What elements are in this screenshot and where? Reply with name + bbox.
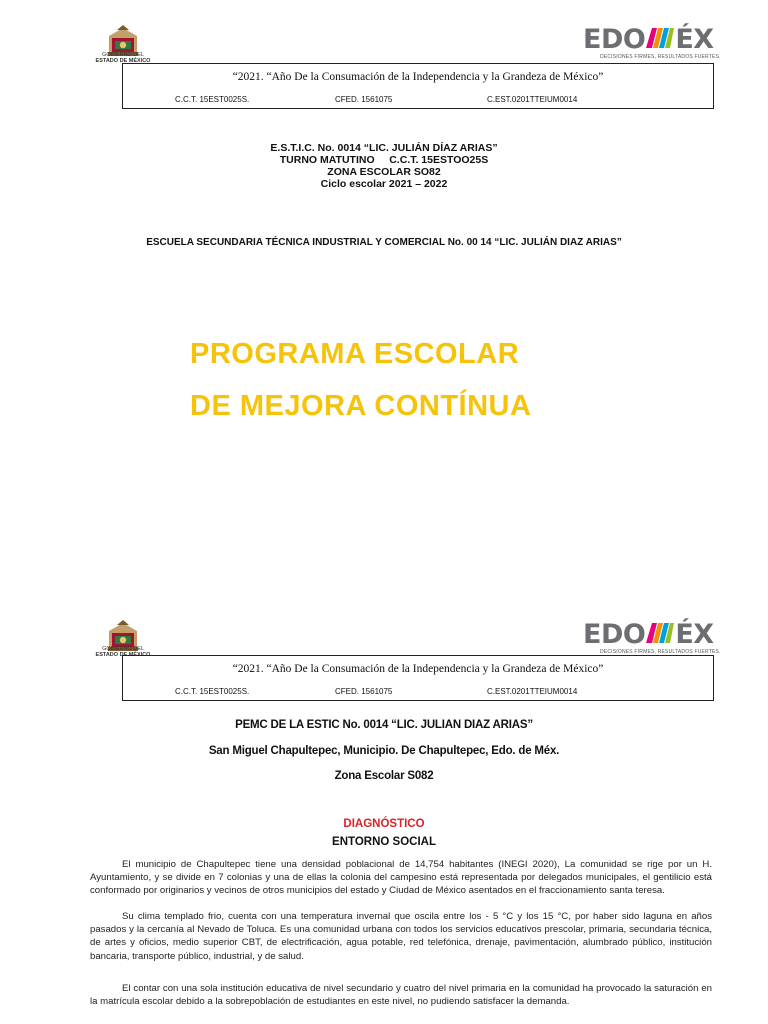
paragraph-3: [90, 982, 712, 1008]
edomex-brand-right: ÉX: [675, 619, 714, 650]
school-header-line4: Ciclo escolar 2021 – 2022: [320, 178, 448, 190]
info-box-title: “2021. “Año De la Consumación de la Independencia y la Grandeza de México”: [232, 663, 604, 675]
info-box-cfed: CFED. 1561075: [335, 687, 393, 696]
edomex-tagline: DECISIONES FIRMES, RESULTADOS FUERTES.: [600, 649, 721, 655]
edomex-brand-right: ÉX: [675, 24, 714, 55]
program-title-line2: DE MEJORA CONTÍNUA: [190, 390, 532, 422]
edomex-logo: [583, 26, 714, 53]
info-box: [122, 63, 714, 109]
pemc-title: PEMC DE LA ESTIC No. 0014 “LIC. JULIAN DIAZ ARIAS”: [235, 719, 533, 731]
gov-logo-line1: GOBIERNO DEL: [102, 52, 144, 58]
school-header: [0, 142, 768, 190]
gov-logo-line2: ESTADO DE MÉXICO: [95, 652, 151, 658]
paragraph-2: [90, 910, 712, 963]
location-line: San Miguel Chapultepec, Municipio. De Chapultepec, Edo. de Méx.: [208, 745, 560, 757]
section-title: DIAGNÓSTICO: [343, 818, 425, 830]
school-header-line1: E.S.T.I.C. No. 0014 “LIC. JULIÁN DÍAZ ARIAS”: [270, 142, 498, 154]
info-box-title: “2021. “Año De la Consumación de la Independencia y la Grandeza de México”: [232, 71, 604, 83]
info-box-cest: C.EST.0201TTEIUM0014: [487, 687, 578, 696]
info-box-cct: C.C.T. 15EST0025S.: [175, 687, 250, 696]
gov-logo-line1: GOBIERNO DEL: [102, 646, 144, 652]
info-box-cct: C.C.T. 15EST0025S.: [175, 95, 250, 104]
edomex-brand-left: EDO: [583, 619, 646, 650]
school-header-line2: TURNO MATUTINO C.C.T. 15ESTOO25S: [279, 154, 489, 166]
paragraph-1-text: El municipio de Chapultepec tiene una densidad poblacional de 14,754 habitantes (INEGI 2020), La comunidad se rige por un H. Ayuntamiento, y se divide en 7 colonias y una de ellas la colonia del campesino está representada por delegados municipales, el gentilicio está conformado por originarios y vecinos de otros municipios del estado y Ciudad de México asentados en el fraccionamiento santa teresa.: [90, 859, 712, 897]
program-title-line1: PROGRAMA ESCOLAR: [190, 338, 520, 370]
edomex-m-logo-icon: [645, 622, 675, 644]
edomex-tagline: DECISIONES FIRMES, RESULTADOS FUERTES.: [600, 54, 721, 60]
edomex-brand-left: EDO: [583, 24, 646, 55]
edomex-logo: [583, 621, 714, 648]
info-box-cfed: CFED. 1561075: [335, 95, 393, 104]
paragraph-3-text: El contar con una sola institución educativa de nivel secundario y cuatro del nivel primaria en la comunidad ha provocado la saturación en la matrícula escolar debido a la sobrepoblación de estudiantes en este nivel, no pudiendo satisfacer la demanda.: [90, 983, 712, 1008]
gov-logo-line2: ESTADO DE MÉXICO: [95, 58, 151, 64]
school-fullname: ESCUELA SECUNDARIA TÉCNICA INDUSTRIAL Y COMERCIAL No. 00 14 “LIC. JULIÁN DIAZ ARIAS”: [146, 237, 622, 248]
school-header-line3: ZONA ESCOLAR SO82: [327, 166, 441, 178]
paragraph-2-text: Su clima templado frio, cuenta con una temperatura invernal que oscila entre los - 5 °C y los 15 °C, por haber sido laguna en años pasados y la cercanía al Nevado de Toluca. Es una comunidad urbana con todos los servicios educativos prescolar, primaria, secundaria técnica, de artes y oficios, medio superior CBT, de electrificación, agua potable, red telefónica, drenaje, pavimentación, alumbrado público, institución bancaria, transporte público, industrial, y de salud.: [90, 911, 712, 962]
paragraph-1: [90, 858, 712, 898]
page-2: [0, 600, 768, 1024]
info-box: [122, 655, 714, 701]
zone-line: Zona Escolar S082: [334, 770, 434, 782]
info-box-cest: C.EST.0201TTEIUM0014: [487, 95, 578, 104]
edomex-m-logo-icon: [645, 27, 675, 49]
subsection-title: ENTORNO SOCIAL: [332, 836, 436, 848]
